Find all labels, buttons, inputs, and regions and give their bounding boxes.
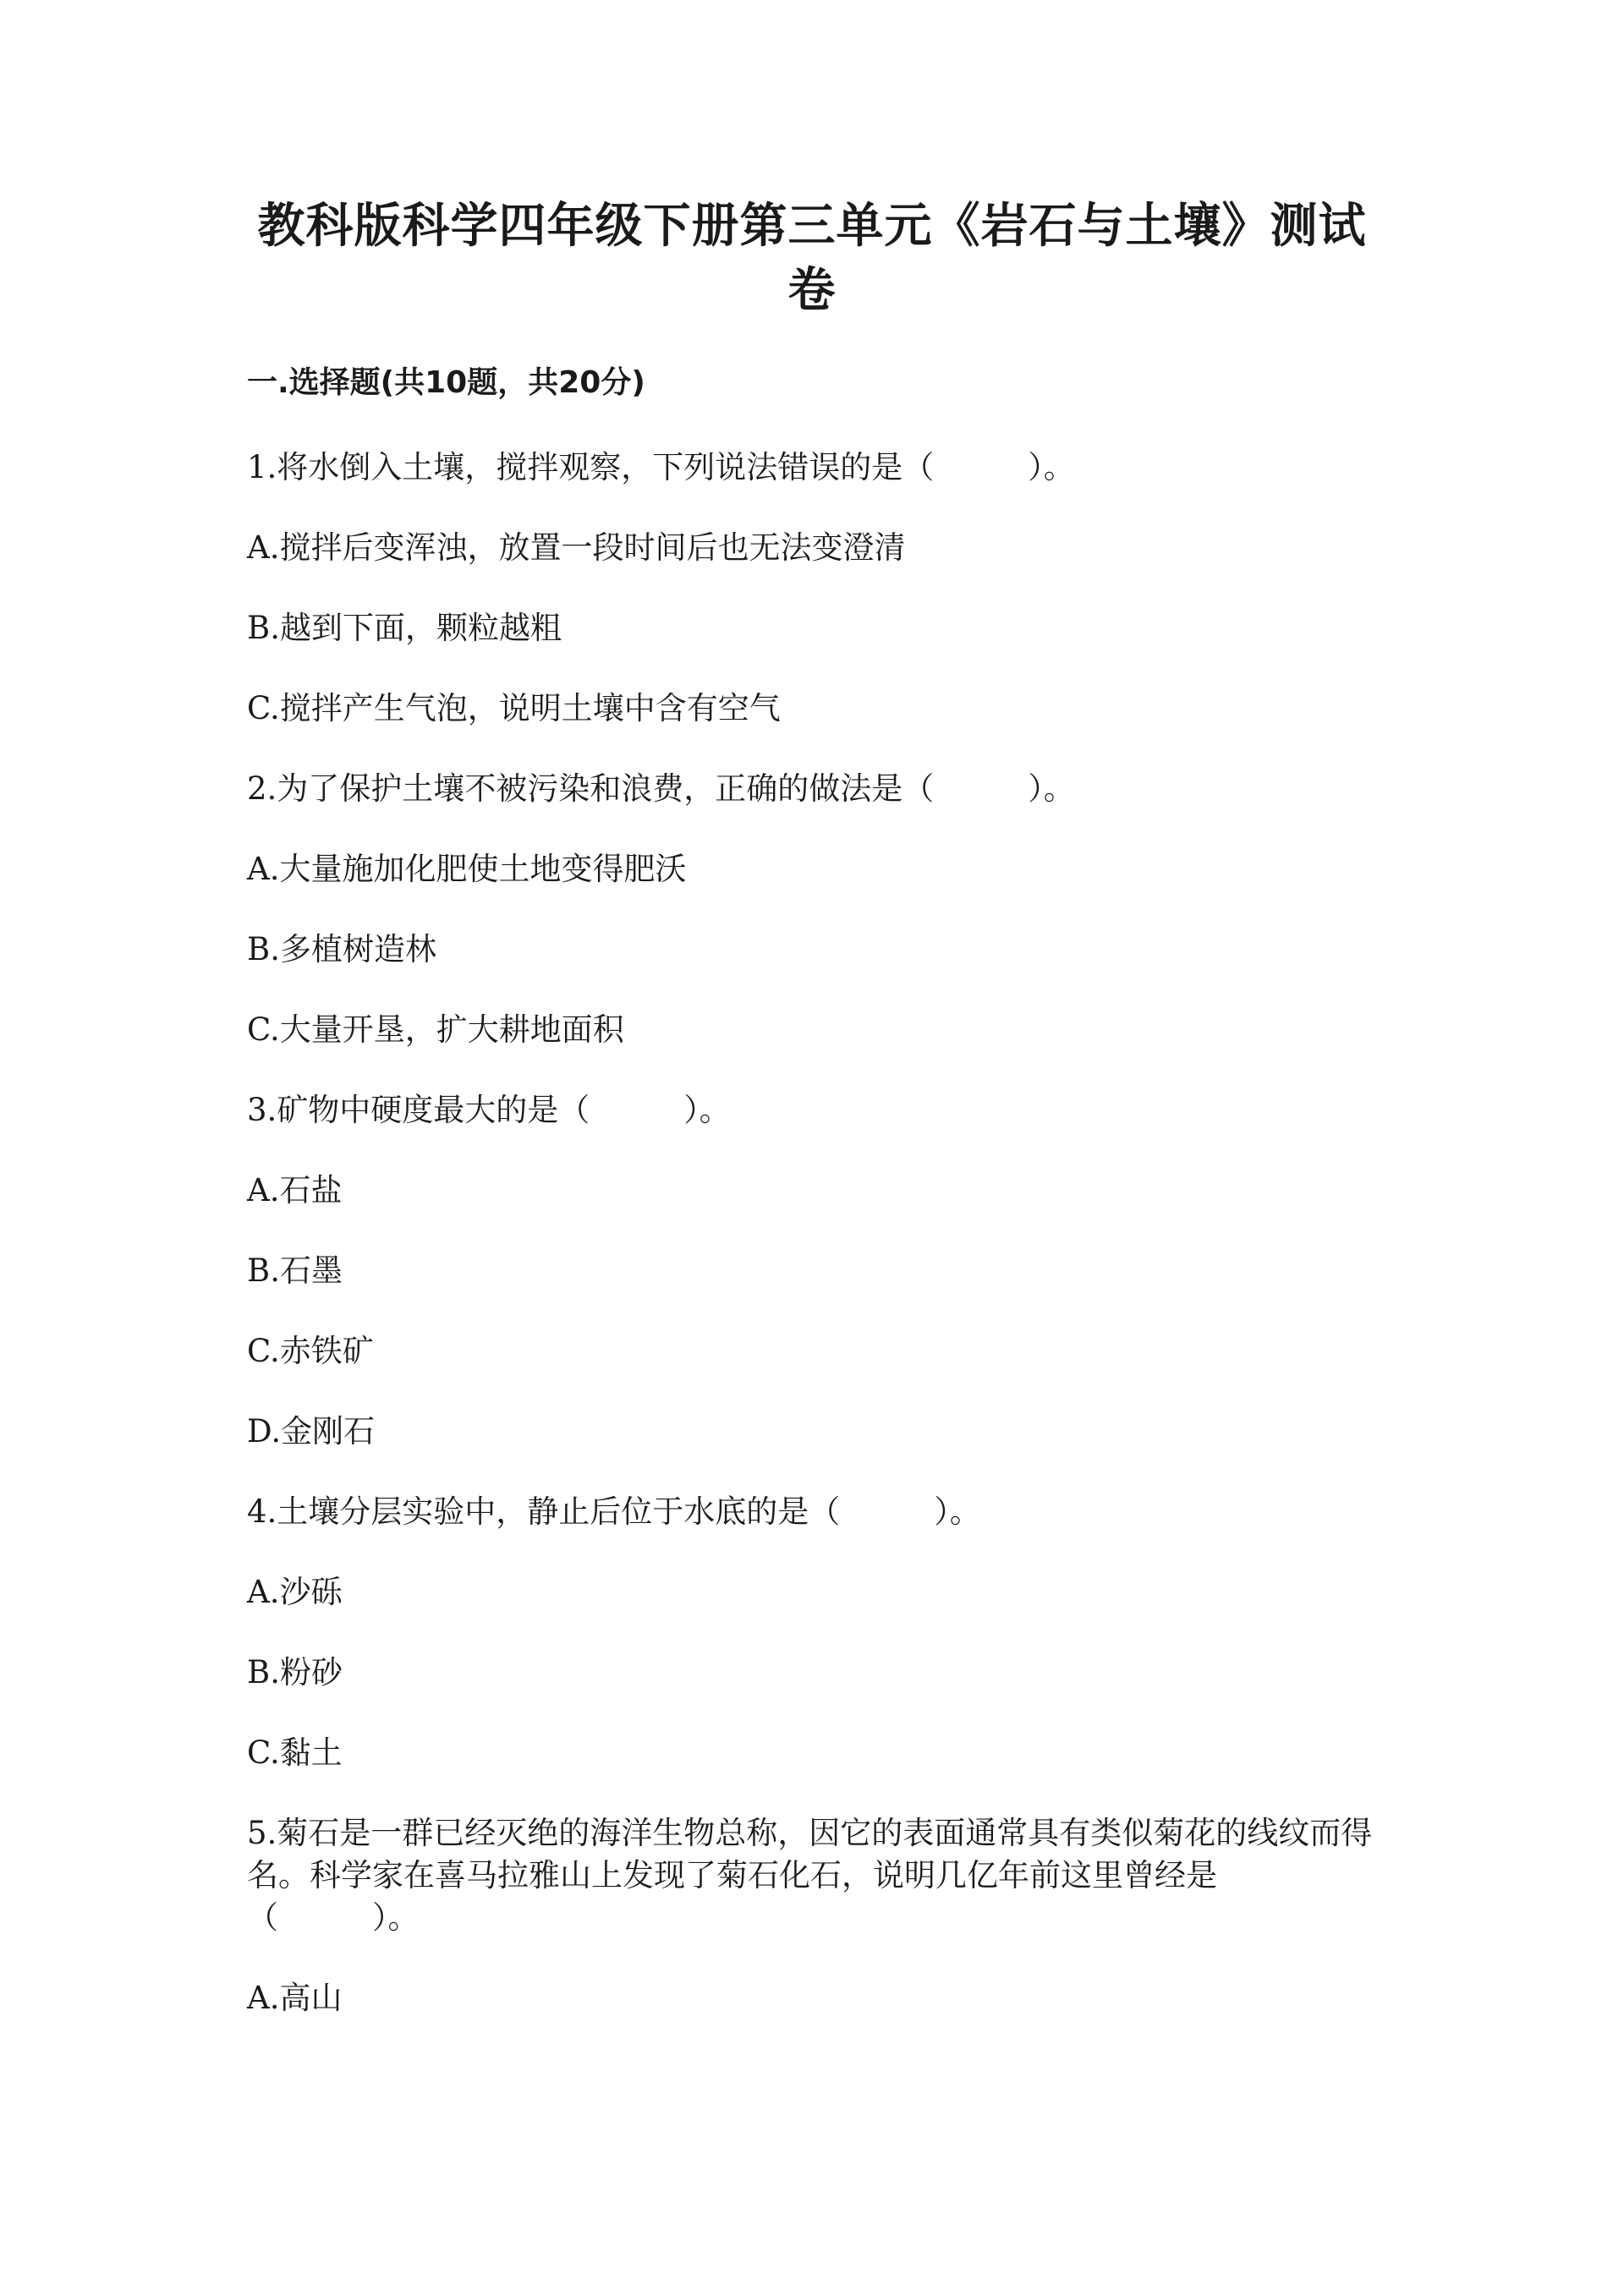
question-3-option-a: A.石盐 bbox=[247, 1172, 343, 1208]
question-2-stem: 2.为了保护土壤不被污染和浪费，正确的做法是（ ）。 bbox=[247, 770, 1075, 807]
question-1-option-c: C.搅拌产生气泡，说明土壤中含有空气 bbox=[247, 690, 781, 726]
question-2-option-a: A.大量施加化肥使土地变得肥沃 bbox=[247, 851, 687, 887]
question-2-option-c: C.大量开垦，扩大耕地面积 bbox=[247, 1011, 624, 1048]
question-4-stem: 4.土壤分层实验中，静止后位于水底的是（ ）。 bbox=[247, 1493, 981, 1530]
question-3-option-d: D.金刚石 bbox=[247, 1413, 376, 1449]
question-3-option-c: C.赤铁矿 bbox=[247, 1333, 374, 1369]
question-4-option-c: C.黏土 bbox=[247, 1734, 343, 1771]
question-1-option-a: A.搅拌后变浑浊，放置一段时间后也无法变澄清 bbox=[247, 529, 906, 566]
question-5-stem: 5.菊石是一群已经灭绝的海洋生物总称，因它的表面通常具有类似菊花的线纹而得名。科学家在喜马拉雅山上发现了菊石化石，说明几亿年前这里曾经是（ ）。 bbox=[247, 1815, 1373, 1936]
question-4-option-a: A.沙砾 bbox=[247, 1574, 343, 1610]
section-heading: 一.选择题(共10题，共20分) bbox=[247, 365, 645, 400]
question-2-option-b: B.多植树造林 bbox=[247, 931, 436, 967]
question-1-stem: 1.将水倒入土壤，搅拌观察，下列说法错误的是（ ）。 bbox=[247, 449, 1075, 485]
question-3-stem: 3.矿物中硬度最大的是（ ）。 bbox=[247, 1092, 731, 1128]
question-1-option-b: B.越到下面，颗粒越粗 bbox=[247, 610, 562, 646]
document-title: 教科版科学四年级下册第三单元《岩石与土壤》测试卷 bbox=[257, 199, 1367, 318]
question-4-option-b: B.粉砂 bbox=[247, 1654, 343, 1690]
question-5-option-a: A.高山 bbox=[247, 1980, 343, 2016]
question-3-option-b: B.石墨 bbox=[247, 1252, 343, 1289]
